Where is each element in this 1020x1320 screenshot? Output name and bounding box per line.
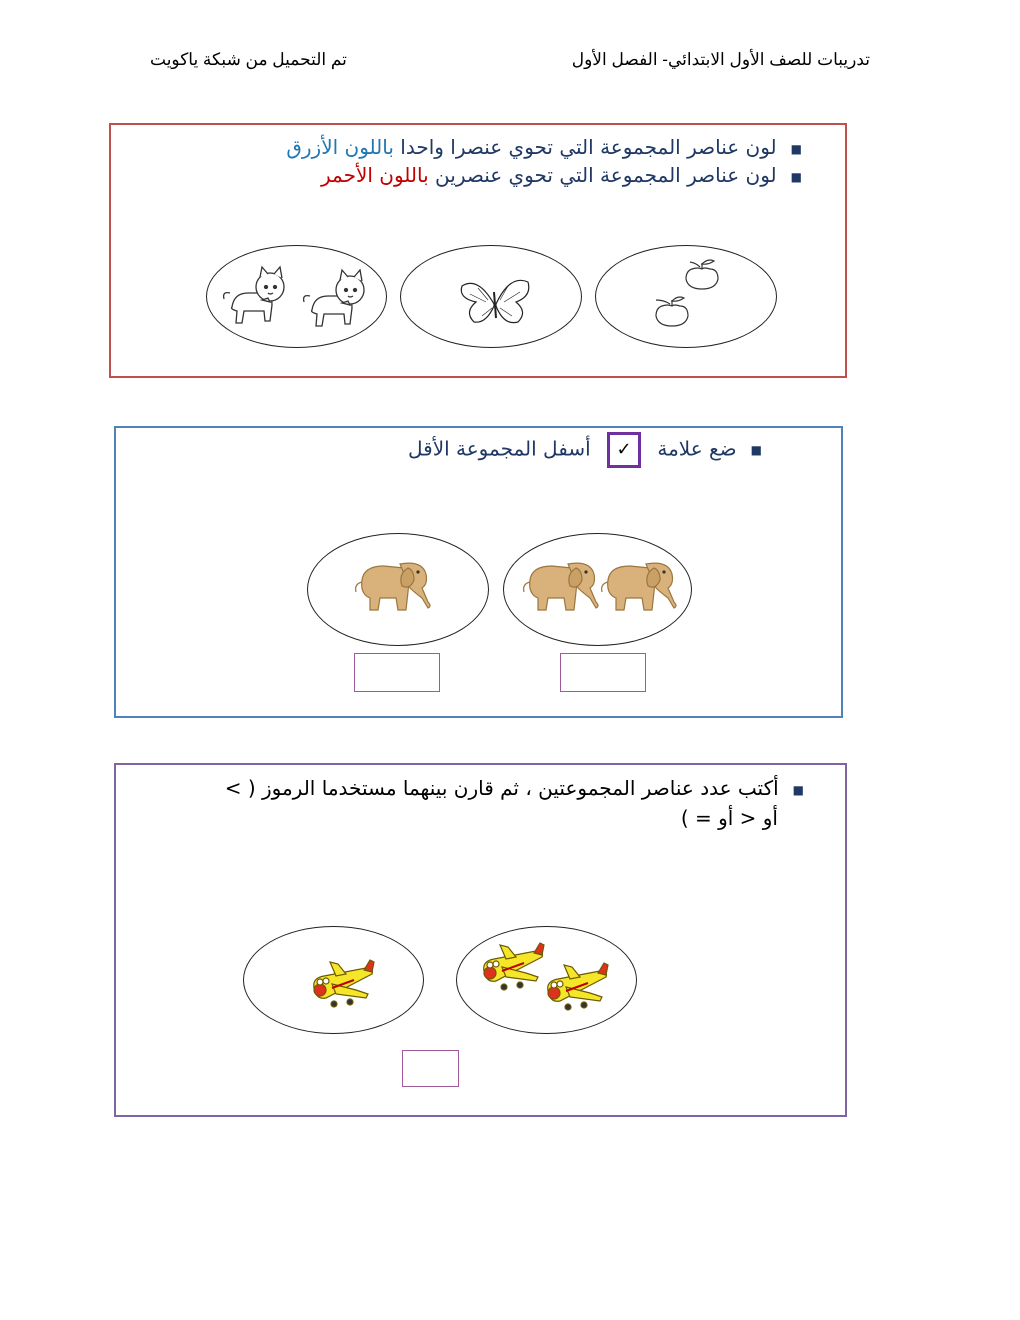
worksheet-title: تدريبات للصف الأول الابتدائي- الفصل الأول — [571, 50, 870, 69]
red-color-word: باللون الأحمر — [320, 163, 429, 187]
answer-box-one-elephant[interactable] — [354, 653, 440, 692]
elephant-icon — [352, 558, 434, 616]
apple-icon — [682, 257, 724, 291]
airplane-icon — [306, 960, 378, 1010]
exercise-1-line-1: ■لون عناصر المجموعة التي تحوي عنصرا واحدا باللون الأزرق — [286, 135, 802, 159]
comparison-symbol-box[interactable] — [402, 1050, 459, 1087]
airplane-icon — [540, 963, 612, 1013]
exercise-3-instruction: ■أكتب عدد عناصر المجموعتين ، ثم قارن بينهما مستخدما الرموز ( > أو < أو = ) — [224, 776, 804, 830]
apple-icon — [652, 294, 694, 328]
airplane-icon — [476, 943, 548, 993]
cat-icon — [222, 265, 292, 327]
cat-icon — [302, 268, 372, 330]
check-mark-box: ✓ — [607, 432, 641, 468]
exercise-2-instruction: ■ضع علامة ✓ أسفل المجموعة الأقل — [408, 432, 762, 468]
bullet-icon: ■ — [790, 141, 802, 156]
blue-color-word: باللون الأزرق — [286, 135, 394, 159]
elephant-icon — [598, 558, 680, 616]
answer-box-two-elephants[interactable] — [560, 653, 646, 692]
butterfly-icon — [458, 278, 532, 326]
elephant-icon — [520, 558, 602, 616]
bullet-icon: ■ — [792, 782, 804, 797]
bullet-icon: ■ — [790, 169, 802, 184]
bullet-icon: ■ — [750, 443, 762, 457]
download-source: تم التحميل من شبكة ياكويت — [150, 50, 347, 69]
exercise-1-line-2: ■لون عناصر المجموعة التي تحوي عنصرين باللون الأحمر — [320, 163, 802, 187]
